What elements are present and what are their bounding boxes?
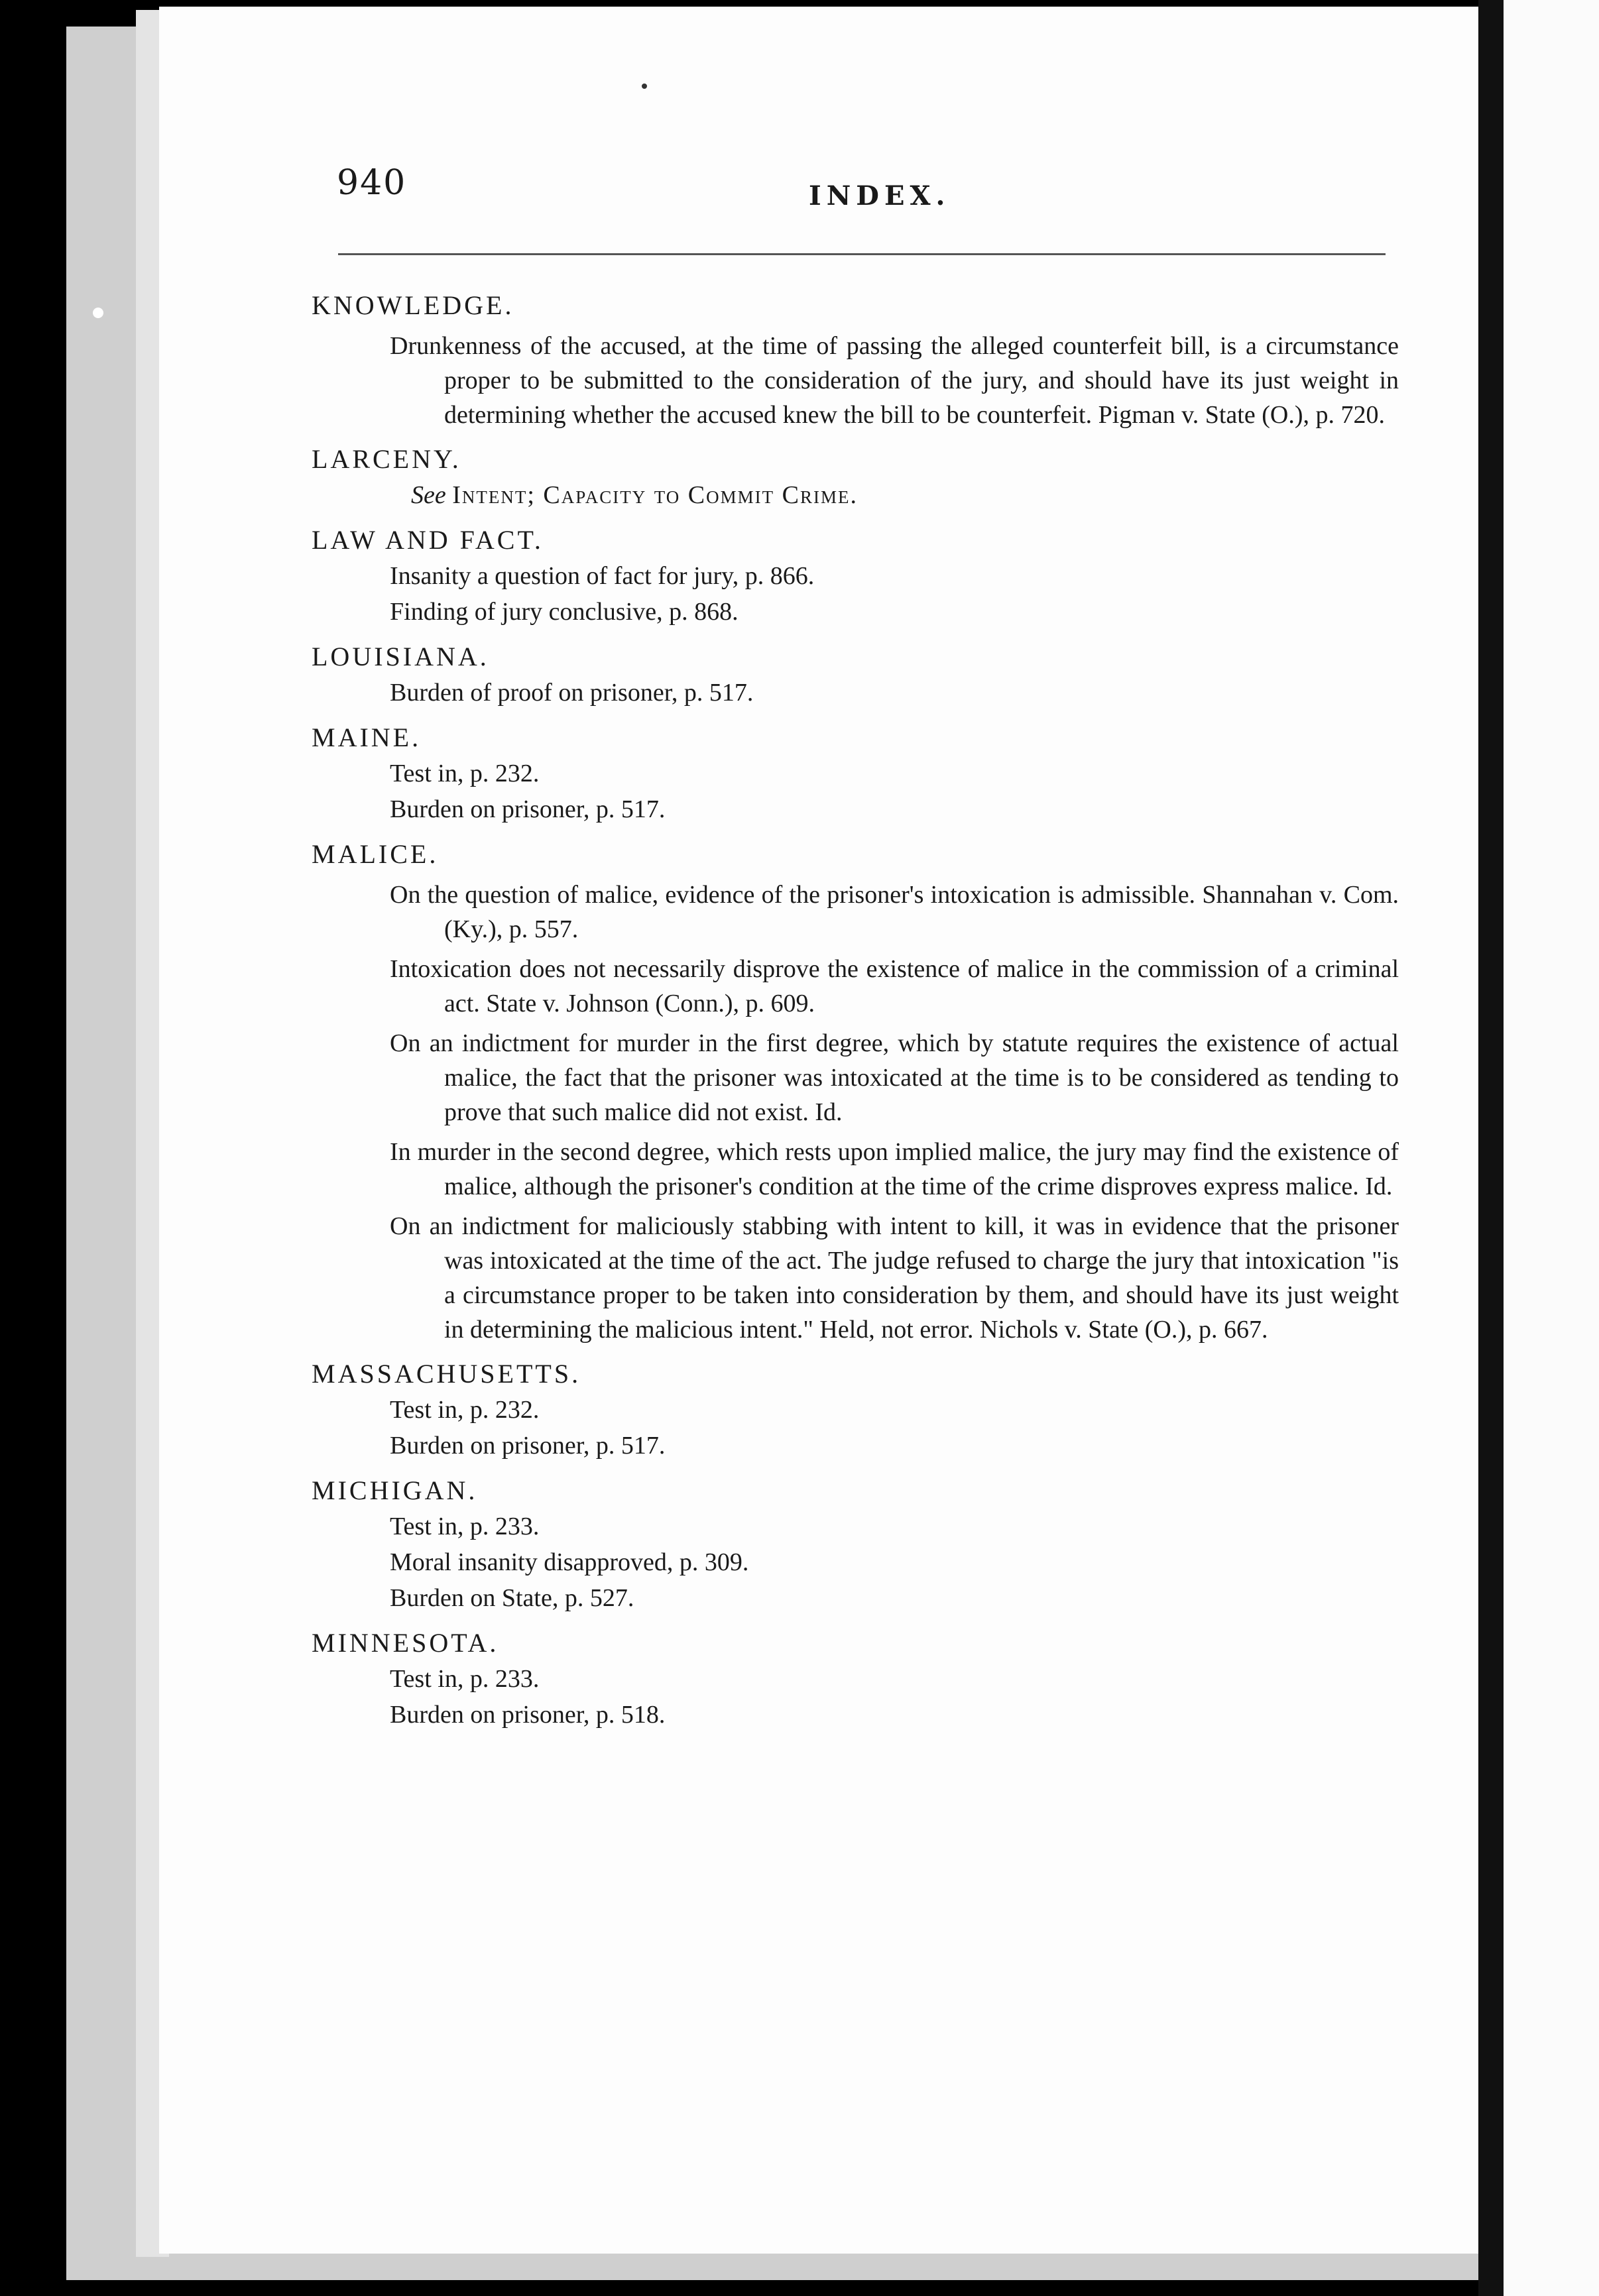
index-entry-malice: [312, 836, 1399, 1347]
entry-heading: MAINE.: [312, 722, 422, 752]
entry-heading: MICHIGAN.: [312, 1475, 478, 1505]
index-entry-larceny: [312, 441, 1399, 513]
page-number: 940: [337, 163, 407, 203]
entry-line: Burden on prisoner, p. 517.: [390, 1432, 666, 1460]
index-entry-law-and-fact: [312, 522, 1399, 630]
entry-heading: LARCENY.: [312, 444, 461, 474]
entry-heading: MALICE.: [312, 839, 439, 869]
index-entry-louisiana: [312, 639, 1399, 711]
entry-line: Burden of proof on prisoner, p. 517.: [390, 679, 754, 707]
index-entry-maine: [312, 720, 1399, 827]
index-body: [312, 278, 1399, 1733]
index-entry-massachusetts: [312, 1356, 1399, 1464]
entry-line: Test in, p. 232.: [390, 760, 540, 787]
entry-line: Burden on State, p. 527.: [390, 1584, 634, 1612]
index-entry-knowledge: [312, 288, 1399, 432]
entry-line: Finding of jury conclusive, p. 868.: [390, 598, 739, 626]
see-reference: [411, 477, 1399, 513]
entry-heading: MINNESOTA.: [312, 1628, 499, 1658]
entry-paragraph: Intoxication does not necessarily disprove the existence of malice in the commission of a criminal act. State v. Johnson (Conn.), p. 609.: [390, 955, 1399, 1017]
entry-paragraph: On an indictment for murder in the first degree, which by statute requires the existence of actual malice, the fact that the prisoner was intoxicated at the time is to be considered as tending to prove that such malice did not exist. Id.: [390, 1029, 1399, 1126]
index-entry-minnesota: [312, 1625, 1399, 1733]
entry-line: Burden on prisoner, p. 518.: [390, 1701, 666, 1729]
header-rule: [338, 253, 1386, 255]
entry-line: Insanity a question of fact for jury, p. 866.: [390, 562, 815, 590]
entry-heading: KNOWLEDGE.: [312, 290, 514, 320]
see-prefix: See: [411, 481, 446, 509]
entry-heading: LOUISIANA.: [312, 642, 489, 671]
entry-paragraph: In murder in the second degree, which rests upon implied malice, the jury may find the existence of malice, although the prisoner's condition at the time of the crime disproves express malice. Id.: [390, 1138, 1399, 1200]
entry-line: Test in, p. 232.: [390, 1396, 540, 1424]
entry-heading: MASSACHUSETTS.: [312, 1359, 581, 1389]
entry-heading: LAW AND FACT.: [312, 525, 544, 555]
entry-paragraph: Drunkenness of the accused, at the time of passing the alleged counterfeit bill, is a circumstance proper to be submitted to the consideration of the jury, and should have its just weight in determining whether the accused knew the bill to be counterfeit. Pigman v. State (O.), p. 720.: [390, 332, 1399, 429]
page-header: [331, 156, 1392, 216]
running-head: INDEX.: [809, 180, 951, 211]
entry-line: Moral insanity disapproved, p. 309.: [390, 1548, 749, 1576]
entry-paragraph: On an indictment for maliciously stabbing with intent to kill, it was in evidence that the prisoner was intoxicated at the time of the act. The judge refused to charge the jury that intoxication "is a circumstance proper to be taken into consideration by them, and should have its just weight in determining the malicious intent." Held, not error. Nichols v. State (O.), p. 667.: [390, 1212, 1399, 1344]
entry-line: Test in, p. 233.: [390, 1665, 540, 1693]
index-entry-michigan: [312, 1473, 1399, 1616]
entry-line: Burden on prisoner, p. 517.: [390, 795, 666, 823]
see-target: Intent; Capacity to Commit Crime.: [452, 481, 858, 509]
entry-paragraph: On the question of malice, evidence of the prisoner's intoxication is admissible. Shannahan v. Com. (Ky.), p. 557.: [390, 881, 1399, 943]
entry-line: Test in, p. 233.: [390, 1513, 540, 1540]
